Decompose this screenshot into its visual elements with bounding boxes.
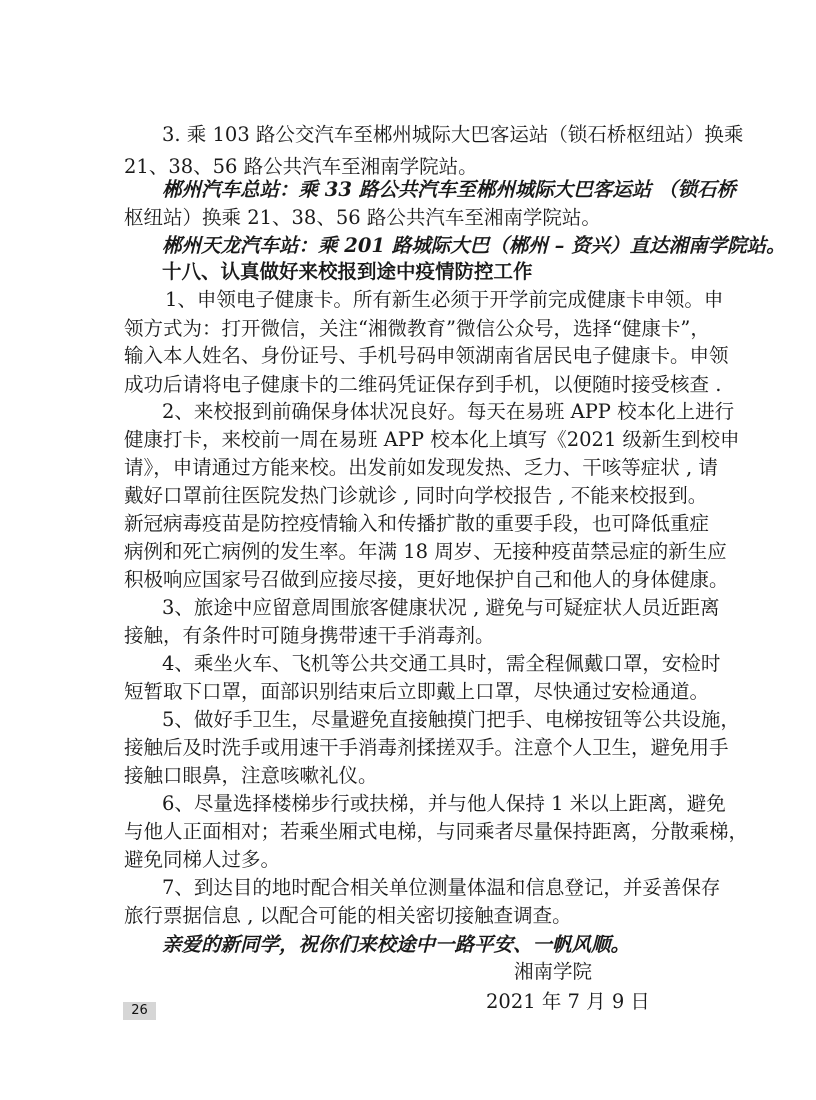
text-line: 7、到达目的地时配合相关单位测量体温和信息登记，并妥善保存 (162, 876, 721, 899)
text-line: 新冠病毒疫苗是防控疫情输入和传播扩散的重要手段，也可降低重症 (124, 512, 710, 535)
text-line: 短暂取下口罩，面部识别结束后立即戴上口罩，尽快通过安检通道。 (124, 680, 710, 703)
text-line: 旅行票据信息 , 以配合可能的相关密切接触查调查。 (124, 904, 572, 927)
text-line: 3、旅途中应留意周围旅客健康状况 , 避免与可疑症状人员近距离 (162, 596, 720, 619)
text-line: 请》，申请通过方能来校。出发前如发现发热、乏力、干咳等症状 , 请 (124, 456, 718, 479)
text-line: 5、做好手卫生，尽量避免直接触摸门把手、电梯按钮等公共设施， (162, 708, 740, 731)
text-line: 健康打卡，来校前一周在易班 APP 校本化上填写《2021 级新生到校申 (124, 428, 740, 451)
signature-org: 湘南学院 (514, 960, 593, 983)
text-line: 3. 乘 103 路公交汽车至郴州城际大巴客运站（锁石桥枢纽站）换乘 (162, 123, 744, 146)
text-line-bus-station: 郴州汽车总站：乘 33 路公共汽车至郴州城际大巴客运站 （锁石桥 (162, 178, 737, 201)
text-line: 1、申领电子健康卡。所有新生必须于开学前完成健康卡申领。申 (165, 288, 724, 311)
page-number: 26 (123, 1002, 156, 1020)
section-heading: 十八、认真做好来校报到途中疫情防控工作 (162, 260, 533, 283)
text-line: 接触口眼鼻，注意咳嗽礼仪。 (124, 764, 378, 787)
text-line: 6、尽量选择楼梯步行或扶梯，并与他人保持 1 米以上距离，避免 (162, 792, 726, 815)
text-line: 戴好口罩前往医院发热门诊就诊 , 同时向学校报告 , 不能来校报到。 (124, 484, 708, 507)
text-line-bus-station: 郴州天龙汽车站：乘 201 路城际大巴（郴州 – 资兴）直达湘南学院站。 (162, 234, 786, 257)
text-line: 与他人正面相对；若乘坐厢式电梯，与同乘者尽量保持距离，分散乘梯， (124, 820, 749, 843)
text-line: 病例和死亡病例的发生率。年满 18 周岁、无接种疫苗禁忌症的新生应 (124, 540, 727, 563)
text-line: 枢纽站）换乘 21、38、56 路公共汽车至湘南学院站。 (124, 206, 601, 229)
text-line: 21、38、56 路公共汽车至湘南学院站。 (124, 155, 478, 178)
text-line: 输入本人姓名、身份证号、手机号码申领湖南省居民电子健康卡。申领 (124, 344, 729, 367)
text-line: 避免同梯人过多。 (124, 848, 281, 871)
text-line: 积极响应国家号召做到应接尽接，更好地保护自己和他人的身体健康。 (124, 568, 729, 591)
text-line: 接触，有条件时可随身携带速干手消毒剂。 (124, 624, 495, 647)
signature-date: 2021 年 7 月 9 日 (486, 990, 650, 1013)
text-line: 领方式为：打开微信，关注“湘微教育”微信公众号，选择“健康卡”， (124, 317, 710, 340)
text-line: 成功后请将电子健康卡的二维码凭证保存到手机，以便随时接受核查 . (124, 373, 722, 396)
text-line: 4、乘坐火车、飞机等公共交通工具时，需全程佩戴口罩，安检时 (162, 652, 721, 675)
text-line: 接触后及时洗手或用速干手消毒剂揉搓双手。注意个人卫生，避免用手 (124, 736, 729, 759)
text-line: 2、来校报到前确保身体状况良好。每天在易班 APP 校本化上进行 (162, 400, 735, 423)
closing-blessing: 亲爱的新同学，祝你们来校途中一路平安、一帆风顺。 (162, 933, 631, 956)
